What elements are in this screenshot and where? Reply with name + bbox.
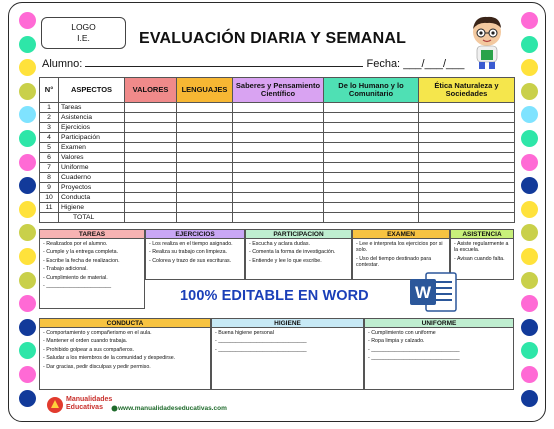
- criterion-item: - Mantener el orden cuando trabaja.: [43, 338, 128, 345]
- table-row: [40, 193, 515, 203]
- score-cell[interactable]: [324, 163, 419, 173]
- col-lenguajes: LENGUAJES: [177, 78, 233, 103]
- decorative-dot: [19, 83, 36, 100]
- decorative-dot: [521, 130, 538, 147]
- table-row: [40, 113, 515, 123]
- row-number: 9: [40, 183, 59, 193]
- panel-higiene: [211, 318, 364, 390]
- word-icon: [408, 270, 458, 314]
- score-cell[interactable]: [177, 193, 233, 203]
- row-aspect: Proyectos: [59, 183, 125, 193]
- score-cell[interactable]: [125, 193, 177, 203]
- score-cell[interactable]: [324, 103, 419, 113]
- score-cell[interactable]: [125, 173, 177, 183]
- criterion-item: - Realizados por el alumno.: [43, 241, 108, 247]
- decorative-dot: [19, 201, 36, 218]
- panel-ejercicios: [145, 229, 245, 280]
- score-cell[interactable]: [233, 113, 324, 123]
- score-cell[interactable]: [324, 133, 419, 143]
- criterion-item: - Avisan cuando falta.: [454, 255, 505, 262]
- score-cell[interactable]: [233, 103, 324, 113]
- score-cell[interactable]: [233, 173, 324, 183]
- score-cell[interactable]: [324, 113, 419, 123]
- decorative-dot: [19, 154, 36, 171]
- decorative-dot: [521, 390, 538, 407]
- score-cell[interactable]: [233, 213, 324, 223]
- panel-title: CONDUCTA: [40, 319, 210, 328]
- table-row: [40, 203, 515, 213]
- row-number: [40, 213, 59, 223]
- criterion-item: - ______________________________: [215, 346, 307, 353]
- criterion-item: - Colorea y trazo de sus escrituras.: [149, 257, 232, 264]
- criterion-item: - Dar gracias, pedir disculpas y pedir permiso.: [43, 363, 151, 370]
- decorative-dot: [521, 248, 538, 265]
- score-cell[interactable]: [177, 133, 233, 143]
- table-row: [40, 183, 515, 193]
- score-cell[interactable]: [177, 213, 233, 223]
- score-cell[interactable]: [177, 103, 233, 113]
- row-aspect: Conducta: [59, 193, 125, 203]
- table-row: [40, 213, 515, 223]
- col-valores: VALORES: [125, 78, 177, 103]
- table-row: [40, 123, 515, 133]
- score-cell[interactable]: [125, 123, 177, 133]
- table-row: [40, 153, 515, 163]
- evaluation-table: [39, 77, 515, 223]
- panel-conducta: [39, 318, 211, 390]
- score-cell[interactable]: [419, 103, 515, 113]
- criterion-item: - Comenta la forma de investigación.: [249, 249, 336, 256]
- row-number: 6: [40, 153, 59, 163]
- decorative-dot: [521, 272, 538, 289]
- score-cell[interactable]: [419, 143, 515, 153]
- panel-title: EXAMEN: [353, 230, 449, 239]
- col-humano: De lo Humano y lo Comunitario: [324, 78, 419, 103]
- criterion-item: - Saludar a los miembros de la comunidad y despedirse.: [43, 355, 176, 362]
- panel-title: ASISTENCIA: [451, 230, 513, 239]
- criterion-item: - Buena higiene personal: [215, 330, 274, 336]
- student-mascot-icon: [466, 14, 508, 70]
- row-aspect: Asistencia: [59, 113, 125, 123]
- row-number: 8: [40, 173, 59, 183]
- score-cell[interactable]: [233, 143, 324, 153]
- score-cell[interactable]: [233, 203, 324, 213]
- score-cell[interactable]: [324, 123, 419, 133]
- row-number: 3: [40, 123, 59, 133]
- row-aspect: Uniforme: [59, 163, 125, 173]
- criterion-item: - Escribe la fecha de realizacion.: [43, 257, 120, 264]
- score-cell[interactable]: [419, 193, 515, 203]
- score-cell[interactable]: [324, 203, 419, 213]
- row-aspect: TOTAL: [59, 213, 125, 223]
- panel-title: PARTICIPACION: [246, 230, 351, 239]
- decorative-dot: [19, 248, 36, 265]
- decorative-dot: [521, 154, 538, 171]
- score-cell[interactable]: [419, 183, 515, 193]
- decorative-dot: [19, 319, 36, 336]
- criterion-item: - Cumple y la entrega completa.: [43, 249, 119, 256]
- score-cell[interactable]: [233, 163, 324, 173]
- score-cell[interactable]: [419, 153, 515, 163]
- score-cell[interactable]: [324, 143, 419, 153]
- panel-title: HIGIENE: [212, 319, 363, 328]
- row-aspect: Ejercicios: [59, 123, 125, 133]
- editable-banner: 100% EDITABLE EN WORD: [180, 288, 369, 304]
- table-header-row: [40, 78, 515, 103]
- panel-tareas: [39, 229, 145, 309]
- score-cell[interactable]: [324, 173, 419, 183]
- score-cell[interactable]: [233, 123, 324, 133]
- decorative-dot: [521, 83, 538, 100]
- panel-title: TAREAS: [40, 230, 144, 239]
- row-aspect: Examen: [59, 143, 125, 153]
- criterion-item: - Trabajo adicional.: [43, 266, 88, 273]
- page-title: EVALUACIÓN DIARIA Y SEMANAL: [139, 30, 407, 47]
- col-saberes: Saberes y Pensamiento Científico: [233, 78, 324, 103]
- score-cell[interactable]: [419, 123, 515, 133]
- criterion-item: - Cumplimiento con uniforme: [368, 330, 436, 336]
- row-number: 4: [40, 133, 59, 143]
- score-cell[interactable]: [125, 113, 177, 123]
- footer-brand: [66, 396, 112, 412]
- panel-participacion: [245, 229, 352, 280]
- criterion-item: - Uso del tiempo destinado para contestar.: [356, 255, 432, 269]
- student-label: Alumno:: [42, 58, 83, 70]
- score-cell[interactable]: [419, 173, 515, 183]
- decorative-dot: [19, 390, 36, 407]
- score-cell[interactable]: [324, 183, 419, 193]
- decorative-dot: [521, 366, 538, 383]
- score-cell[interactable]: [177, 143, 233, 153]
- col-num: N°: [40, 78, 59, 103]
- panel-title: UNIFORME: [365, 319, 513, 328]
- decorative-dot: [19, 130, 36, 147]
- score-cell[interactable]: [125, 153, 177, 163]
- score-cell[interactable]: [177, 183, 233, 193]
- table-row: [40, 103, 515, 113]
- score-cell[interactable]: [177, 163, 233, 173]
- row-aspect: Higiene: [59, 203, 125, 213]
- footer-url[interactable]: www.manualidadeseducativas.com: [118, 405, 227, 412]
- logo-box: [41, 17, 126, 49]
- score-cell[interactable]: [324, 193, 419, 203]
- score-cell[interactable]: [419, 133, 515, 143]
- decorative-dot: [521, 319, 538, 336]
- criterion-item: - Escucha y aclara dudas.: [249, 241, 310, 247]
- criterion-item: - Ropa limpia y calzado.: [368, 338, 425, 345]
- decorative-dot: [521, 36, 538, 53]
- criterion-item: - ______________________________: [215, 338, 307, 345]
- panel-title: EJERCICIOS: [146, 230, 244, 239]
- decorative-dot: [19, 12, 36, 29]
- col-etica: Ética Naturaleza y Sociedades: [419, 78, 515, 103]
- score-cell[interactable]: [233, 193, 324, 203]
- score-cell[interactable]: [125, 203, 177, 213]
- criterion-item: - Prohibido golpear a sus compañeros.: [43, 346, 134, 353]
- svg-text:W: W: [414, 283, 432, 302]
- criterion-item: - ______________________________: [368, 346, 460, 353]
- date-label: Fecha:: [366, 58, 401, 70]
- score-cell[interactable]: [177, 113, 233, 123]
- criterion-item: - Comportamiento y compañerismo en el aula.: [43, 330, 152, 336]
- col-aspectos: ASPECTOS: [59, 78, 125, 103]
- score-cell[interactable]: [419, 213, 515, 223]
- table-row: [40, 163, 515, 173]
- table-row: [40, 143, 515, 153]
- footer-brand-line2: Educativas: [66, 404, 103, 411]
- score-cell[interactable]: [125, 163, 177, 173]
- date-field[interactable]: ___/___/___: [403, 58, 465, 70]
- row-number: 10: [40, 193, 59, 203]
- criterion-item: - Entiende y lee lo que escribe.: [249, 257, 322, 264]
- criterion-item: - ______________________: [43, 283, 112, 290]
- row-number: 5: [40, 143, 59, 153]
- score-cell[interactable]: [125, 103, 177, 113]
- row-number: 7: [40, 163, 59, 173]
- decorative-dot: [521, 201, 538, 218]
- score-cell[interactable]: [233, 153, 324, 163]
- score-cell[interactable]: [125, 213, 177, 223]
- score-cell[interactable]: [177, 123, 233, 133]
- row-aspect: Participación: [59, 133, 125, 143]
- score-cell[interactable]: [419, 113, 515, 123]
- score-cell[interactable]: [125, 133, 177, 143]
- score-cell[interactable]: [125, 143, 177, 153]
- brand-logo-icon: [46, 396, 66, 414]
- decorative-dot: [19, 36, 36, 53]
- row-number: 11: [40, 203, 59, 213]
- criterion-item: - Cumplimiento de material.: [43, 274, 108, 281]
- student-name-field[interactable]: [85, 57, 363, 67]
- logo-label: LOGO: [71, 22, 96, 32]
- score-cell[interactable]: [324, 153, 419, 163]
- row-aspect: Tareas: [59, 103, 125, 113]
- row-number: 1: [40, 103, 59, 113]
- decorative-dot: [19, 366, 36, 383]
- row-number: 2: [40, 113, 59, 123]
- row-aspect: Valores: [59, 153, 125, 163]
- score-cell[interactable]: [125, 183, 177, 193]
- student-line: [42, 57, 464, 70]
- score-cell[interactable]: [324, 213, 419, 223]
- decorative-dot: [521, 12, 538, 29]
- score-cell[interactable]: [177, 203, 233, 213]
- criterion-item: - ______________________________: [368, 355, 460, 362]
- panel-asistencia: [450, 229, 514, 280]
- criterion-item: - Los realiza en el tiempo asignado.: [149, 241, 233, 247]
- decorative-dot: [19, 272, 36, 289]
- criterion-item: - Asiste regularmente a la escuela.: [454, 241, 509, 254]
- score-cell[interactable]: [419, 203, 515, 213]
- criterion-item: - Lee e interpreta los ejercicios por si solo.: [356, 241, 443, 254]
- score-cell[interactable]: [233, 133, 324, 143]
- footer-brand-line1: Manualidades: [66, 396, 113, 403]
- table-row: [40, 133, 515, 143]
- school-label: I.E.: [77, 33, 90, 43]
- score-cell[interactable]: [233, 183, 324, 193]
- row-aspect: Cuaderno: [59, 173, 125, 183]
- score-cell[interactable]: [177, 153, 233, 163]
- score-cell[interactable]: [177, 173, 233, 183]
- table-row: [40, 173, 515, 183]
- criterion-item: - Realiza su trabajo con limpieza.: [149, 249, 228, 256]
- panel-uniforme: [364, 318, 514, 390]
- globe-icon: [111, 405, 118, 412]
- score-cell[interactable]: [419, 163, 515, 173]
